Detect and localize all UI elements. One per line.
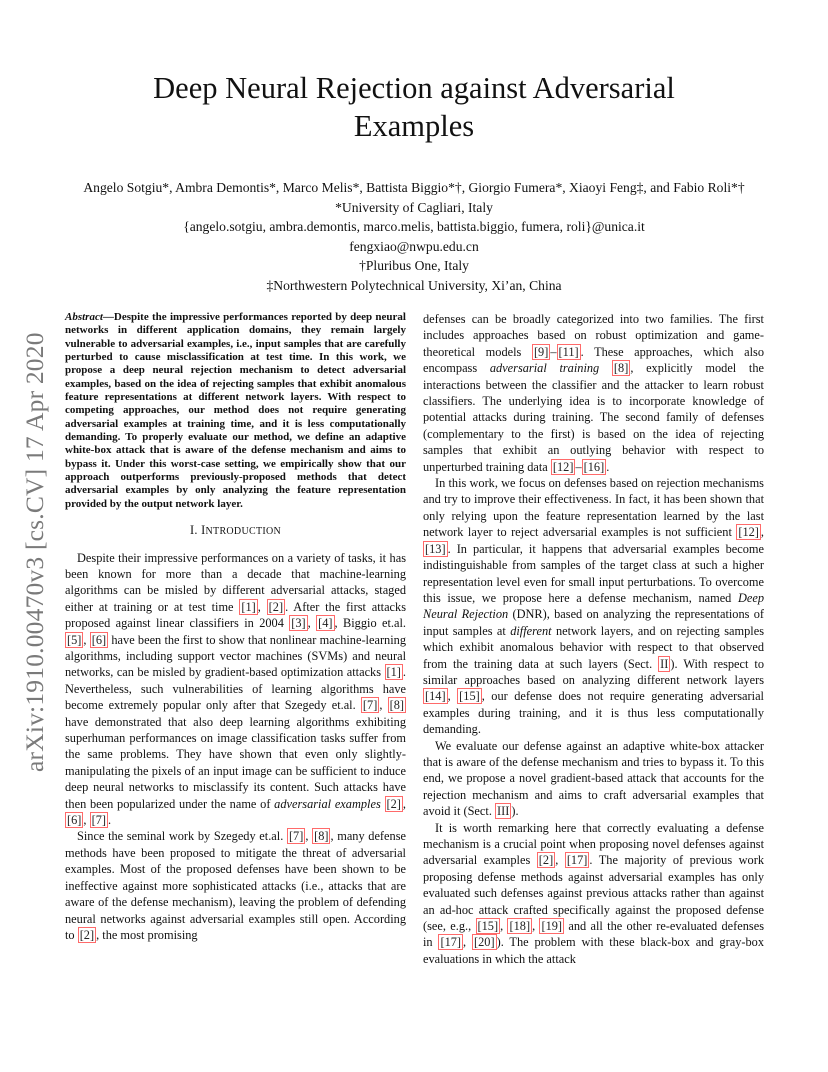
text-run: . After the first attacks proposed against linear classifiers in 2004 xyxy=(65,599,407,631)
email-unica: {angelo.sotgiu, ambra.demontis, marco.melis, battista.biggio, fumera, roli}@unica.it xyxy=(183,219,645,235)
right-body-text xyxy=(423,311,764,967)
text-run: , xyxy=(532,919,540,934)
left-column xyxy=(65,311,406,943)
citation-link[interactable]: [9] xyxy=(533,344,549,359)
emphasis: different xyxy=(510,623,552,638)
text-run: ). With respect to similar approaches based on analyzing different network layers xyxy=(423,656,764,687)
author-names: Angelo Sotgiu*, Ambra Demontis*, Marco Melis*, Battista Biggio*†, Giorgio Fumera*, Xiaoyi Feng‡, and Fabio Roli*† xyxy=(83,180,745,195)
citation-link[interactable]: [3] xyxy=(291,616,306,631)
text-run: , xyxy=(500,919,508,934)
citation-link[interactable]: [1] xyxy=(386,665,401,680)
citation-link[interactable]: [8] xyxy=(389,698,405,713)
text-run: Despite their impressive performances on a variety of tasks, it has been known for more than a decade that machine-learning algorithms can be misled by different adversarial attacks, staged either at training or at test time xyxy=(65,550,406,614)
citation-link[interactable]: [7] xyxy=(362,698,378,713)
section-link[interactable]: III xyxy=(497,804,510,819)
text-run: , xyxy=(83,632,90,647)
citation-link[interactable]: [18] xyxy=(509,919,531,934)
right-column xyxy=(423,311,764,967)
text-run: , xyxy=(555,853,565,868)
text-run: network layers, and on rejecting samples which exhibit anomalous behavior with respect to that observed from the training data at such layers (Sect. xyxy=(423,623,764,671)
citation-link[interactable]: [13] xyxy=(425,541,446,556)
title-line-2: Examples xyxy=(353,109,475,143)
citation-link[interactable]: [12] xyxy=(738,525,759,540)
affiliation-cagliari: *University of Cagliari, Italy xyxy=(335,199,493,215)
section-link[interactable]: II xyxy=(660,656,669,671)
text-run: ). The problem with these black-box and gray-box evaluations in which the attack xyxy=(423,935,764,966)
citation-link[interactable]: [2] xyxy=(268,599,284,614)
text-run: , xyxy=(379,698,388,713)
citation-link[interactable]: [6] xyxy=(67,813,82,828)
citation-link[interactable]: [2] xyxy=(538,853,554,868)
section-numeral: I. xyxy=(189,523,202,538)
text-run: , xyxy=(83,813,90,828)
text-run: (DNR), based on analyzing the representations of input samples at xyxy=(423,607,765,638)
abstract-text: —Despite the impressive performances reported by deep neural networks in different application domains, they remain largely vulnerable to adversarial examples, i.e., input samples that are carefully perturbed to cause misclassification at test time. In this work, we propose a deep neural rejection mechanism to detect adversarial examples, based on the idea of rejecting samples that exhibit anomalous feature representations at different network layers. With respect to competing approaches, our method does not require generating adversarial examples at training time, and it is less computationally demanding. To properly evaluate our method, we define an adaptive white-box attack that is aware of the defense mechanism and aims to bypass it. Under this worst-case setting, we empirically show that our approach outperforms previously-proposed methods that detect adversarial examples by only analyzing the feature representation provided by the output network layer. xyxy=(65,311,406,510)
author-block xyxy=(40,178,788,296)
text-run: , xyxy=(447,689,458,704)
affiliation-pluribus: †Pluribus One, Italy xyxy=(359,258,469,274)
text-run: and all the other re-evaluated defenses in xyxy=(423,919,765,950)
paragraph xyxy=(65,828,406,943)
text-run: In this work, we focus on defenses based on rejection mechanisms and try to improve their effectiveness. In fact, it has been shown that only relying upon the feature representation learned by the last network layer to reject adversarial examples is not sufficient xyxy=(423,476,764,540)
text-run: We evaluate our defense against an adaptive white-box attacker that is aware of the defense mechanism and tries to bypass it. To this end, we propose a novel gradient-based attack that accounts for the rejection mechanism and aims to craft adversarial examples that avoid it (Sect. xyxy=(423,738,764,819)
emphasis: adversarial training xyxy=(489,361,600,376)
arxiv-identifier: arXiv:1910.00470v3 [cs.CV] 17 Apr 2020 xyxy=(20,332,49,772)
text-run: , xyxy=(305,829,313,844)
left-body-text xyxy=(65,550,406,944)
paragraph xyxy=(423,738,764,820)
citation-link[interactable]: [17] xyxy=(440,935,462,950)
citation-link[interactable]: [12] xyxy=(552,459,574,474)
section-title-rest: NTRODUCTION xyxy=(205,526,282,538)
citation-link[interactable]: [5] xyxy=(67,632,82,647)
text-run: – xyxy=(550,344,557,359)
text-run: – xyxy=(575,459,582,474)
text-run: ). xyxy=(511,804,519,819)
section-heading-introduction xyxy=(65,522,406,540)
text-run xyxy=(599,361,612,375)
text-run: , explicitly model the interactions between the classifier and the attacker to learn robust classifiers. The underlying idea is to incorporate knowledge of potential attacks during training. The second family of defenses (complementary to the first) is based on the idea of rejecting samples that exhibit an outlying behavior with respect to unperturbed training data xyxy=(423,361,764,474)
text-run: defenses can be broadly categorized into two families. The first includes approaches based on robust optimization and game-theoretical models xyxy=(423,312,764,359)
citation-link[interactable]: [15] xyxy=(459,689,480,704)
section-initial: I xyxy=(201,523,206,538)
text-run: , xyxy=(307,616,317,631)
text-run: . Nevertheless, such vulnerabilities of learning algorithms have become extremely popular only after that Szegedy et.al. xyxy=(65,665,406,713)
emphasis: Deep Neural Rejection xyxy=(423,590,764,622)
paragraph xyxy=(423,475,764,738)
text-run: , our defense does not require generating adversarial examples during training, and it is thus less computationally demanding. xyxy=(423,689,764,737)
citation-link[interactable]: [8] xyxy=(314,829,329,844)
text-run: , xyxy=(463,935,472,950)
citation-link[interactable]: [6] xyxy=(91,632,107,647)
text-run: It is worth remarking here that correctly evaluating a defense mechanism is a crucial point when proposing novel defenses against adversarial examples xyxy=(423,820,764,868)
citation-link[interactable]: [15] xyxy=(477,919,499,934)
citation-link[interactable]: [1] xyxy=(241,599,256,614)
text-run: , xyxy=(402,796,406,811)
paper-title xyxy=(110,69,718,145)
citation-link[interactable]: [7] xyxy=(91,813,106,828)
paragraph xyxy=(423,820,764,968)
paragraph xyxy=(65,550,406,829)
text-run: . In particular, it happens that adversarial examples become indistinguishable from samples of the target class at such a higher representation level even for small input perturbations. To overcome this issue, we propose here a defense mechanism, named xyxy=(423,541,764,605)
citation-link[interactable]: [11] xyxy=(558,344,579,359)
text-run: Since the seminal work by Szegedy et.al. xyxy=(77,829,287,844)
citation-link[interactable]: [20] xyxy=(474,935,495,950)
citation-link[interactable]: [14] xyxy=(425,689,446,704)
text-run: , many defense methods have been proposed to mitigate the threat of adversarial examples. Most of the proposed defenses have been shown to be ineffective against more sophisticated attacks (i.e., attacks that are aware of the defense mechanism), leaving the problem of defending neural networks against adversarial examples still open. According to xyxy=(65,829,406,942)
text-run: . The majority of previous work proposing defense methods against adversarial examples has only evaluated such defenses against previous attacks rather than against an ad-hoc attack crafted specifically against the proposed defense (see, e.g., xyxy=(423,853,765,934)
text-run: have demonstrated that also deep learning algorithms exhibiting superhuman performances on image classification tasks suffer from the same problems. They have shown that even only slightly-manipulating the pixels of an input image can be sufficient to induce deep neural networks to misclassify its content. Such attacks have then been popularized under the name of xyxy=(65,714,406,811)
paragraph xyxy=(423,311,764,475)
text-run xyxy=(381,797,385,811)
citation-link[interactable]: [7] xyxy=(288,829,304,844)
citation-link[interactable]: [17] xyxy=(566,853,588,868)
citation-link[interactable]: [4] xyxy=(318,616,333,631)
text-run: , the most promising xyxy=(96,927,198,942)
text-run: . xyxy=(606,459,610,474)
citation-link[interactable]: [2] xyxy=(79,927,95,942)
text-run: , Biggio et.al. xyxy=(334,616,406,631)
text-run: , xyxy=(257,599,267,614)
citation-link[interactable]: [8] xyxy=(613,361,629,376)
text-run: have been the first to show that nonlinear machine-learning algorithms, including support vector machines (SVMs) and neural networks, can be misled by gradient-based optimization attacks xyxy=(65,632,406,680)
citation-link[interactable]: [16] xyxy=(583,459,605,474)
affiliation-nwpu: ‡Northwestern Polytechnical University, Xi’an, China xyxy=(266,277,562,293)
text-run: , xyxy=(760,525,764,540)
abstract-lead: Abstract xyxy=(65,311,103,323)
citation-link[interactable]: [2] xyxy=(386,796,401,811)
email-nwpu: fengxiao@nwpu.edu.cn xyxy=(349,238,479,254)
text-run: . xyxy=(107,813,112,828)
title-line-1: Deep Neural Rejection against Adversarial xyxy=(153,71,675,105)
emphasis: adversarial examples xyxy=(274,796,381,811)
text-run: . These approaches, which also encompass xyxy=(423,344,764,376)
citation-link[interactable]: [19] xyxy=(541,919,563,934)
abstract xyxy=(65,311,406,511)
